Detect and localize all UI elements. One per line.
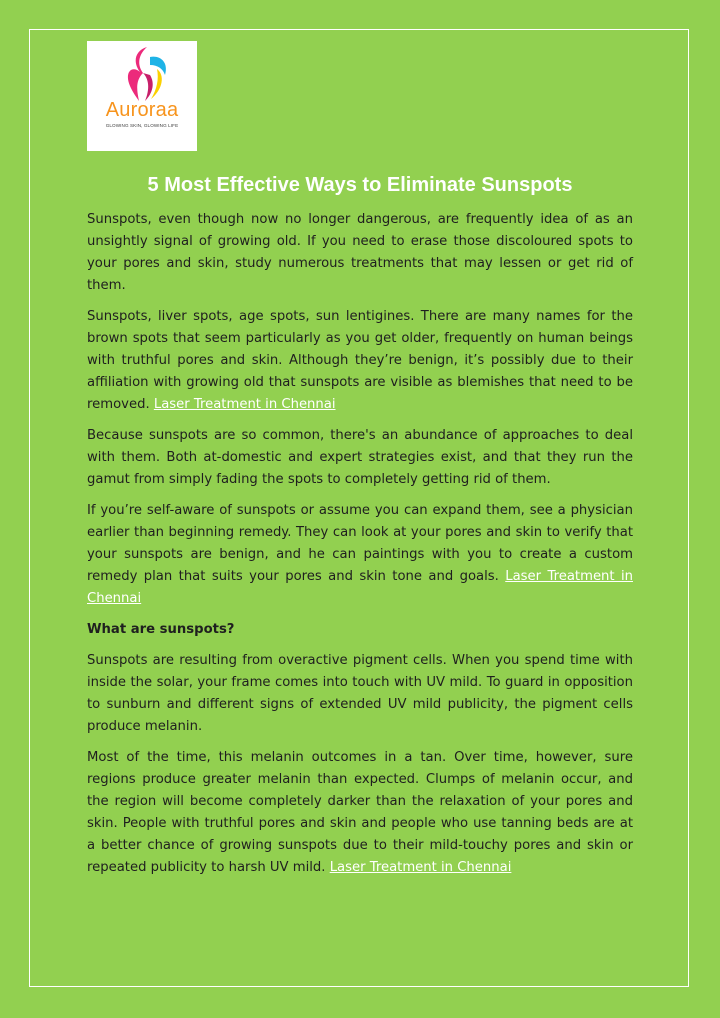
paragraph-6 xyxy=(87,747,633,879)
logo xyxy=(87,41,197,151)
paragraph-4-text: If you’re self-aware of sunspots or assume you can expand them, see a physician earlier than beginning remedy. They can look at your pores and skin to verify that your sunspots are benign, and he can paintings with you to create a custom remedy plan that suits your pores and skin tone and goals. xyxy=(87,503,633,584)
laser-treatment-link-3[interactable]: Laser Treatment in Chennai xyxy=(329,860,512,875)
paragraph-2-text: Sunspots, liver spots, age spots, sun lentigines. There are many names for the brown spots that seem particularly as you get older, frequently on human beings with truthful pores and skin. Although they’re benign, it’s possibly due to their affiliation with growing old that sunspots are visible as blemishes that need to be removed. xyxy=(87,309,633,412)
section-heading: What are sunspots? xyxy=(87,622,235,637)
logo-tagline: GLOWING SKIN, GLOWING LIFE xyxy=(105,123,179,128)
paragraph-1: Sunspots, even though now no longer dangerous, are frequently idea of as an unsightly signal of growing old. If you need to erase those discoloured spots to your pores and skin, study numerous treatments that may lessen or get rid of them. xyxy=(87,212,633,293)
laser-treatment-link-2[interactable]: Laser Treatment in Chennai xyxy=(87,569,633,606)
paragraph-6-text: Most of the time, this melanin outcomes in a tan. Over time, however, sure regions produce greater melanin than expected. Clumps of melanin occur, and the region will become completely darker than the relaxation of your pores and skin. People with truthful pores and skin and people who use tanning beds are at a better chance of growing sunspots due to their mild-touchy pores and skin or repeated publicity to harsh UV mild. xyxy=(87,750,633,875)
auroraa-logo-icon xyxy=(87,41,197,151)
article-body xyxy=(87,209,633,888)
paragraph-5: Sunspots are resulting from overactive pigment cells. When you spend time with inside the solar, your frame comes into touch with UV mild. To guard in opposition to sunburn and different signs of extended UV mild publicity, the pigment cells produce melanin. xyxy=(87,653,633,734)
laser-treatment-link-1[interactable]: Laser Treatment in Chennai xyxy=(153,397,336,412)
paragraph-2 xyxy=(87,306,633,416)
paragraph-3: Because sunspots are so common, there's an abundance of approaches to deal with them. Both at-domestic and expert strategies exist, and that they run the gamut from simply fading the spots to completely getting rid of them. xyxy=(87,428,633,487)
logo-wordmark: Auroraa xyxy=(105,99,179,121)
article-title: 5 Most Effective Ways to Eliminate Sunspots xyxy=(147,174,573,196)
paragraph-4 xyxy=(87,500,633,610)
